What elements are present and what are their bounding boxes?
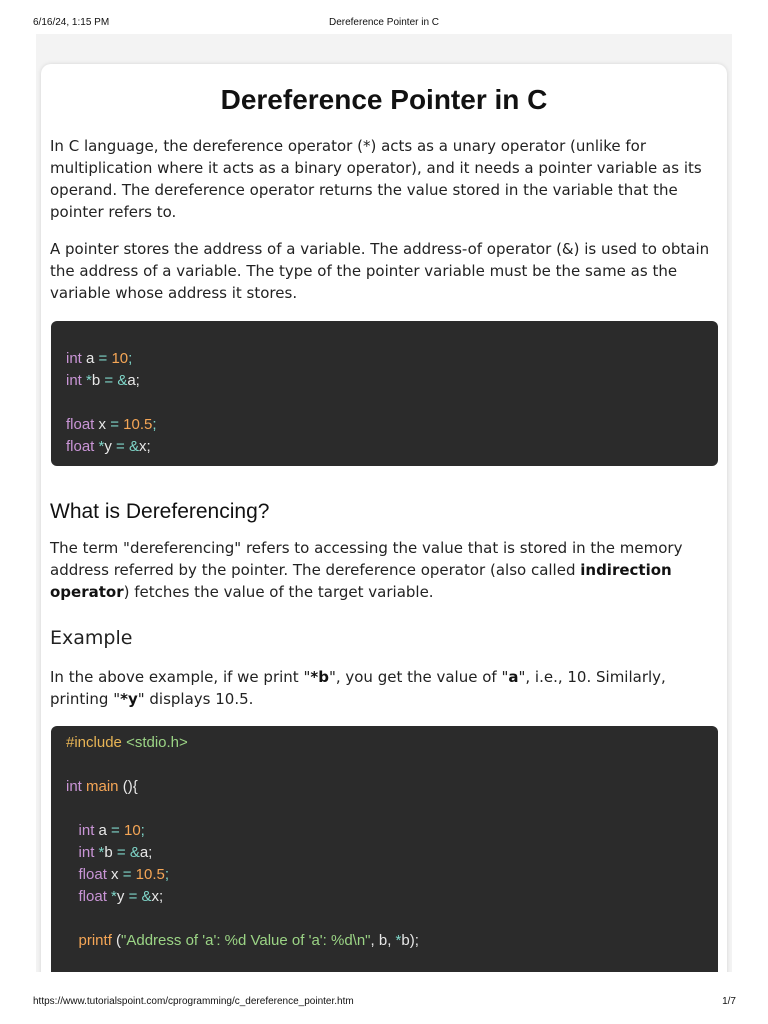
intro-paragraph-2: A pointer stores the address of a variable. The address-of operator (&) is used to obtain the address of a variable. The type of the pointer variable must be the same as the variable whose address it stores.: [50, 240, 710, 302]
print-date: 6/16/24, 1:15 PM: [33, 17, 110, 28]
code-line: float x = 10.5;: [66, 416, 157, 433]
code-line: int main (){: [66, 778, 138, 795]
section-heading-dereferencing: What is Dereferencing?: [50, 500, 270, 523]
code-line: float x = 10.5;: [78, 866, 170, 883]
page-background: [36, 34, 732, 972]
code-line: int a = 10;: [66, 350, 133, 367]
print-title: Dereference Pointer in C: [328, 17, 440, 28]
code-line: int *b = &a;: [66, 372, 140, 389]
code-line: int a = 10;: [78, 822, 145, 839]
article-card: [41, 64, 727, 972]
intro-paragraph-1: In C language, the dereference operator (*) acts as a unary operator (unlike for multiplication where it acts as a binary operator), and it needs a pointer variable as its operand. The dereference operator returns the value stored in the variable that the pointer refers to.: [50, 137, 702, 221]
code-line: printf ("Address of 'a': %d Value of 'a': %d\n", b, *b);: [78, 932, 419, 949]
example-heading: Example: [50, 627, 133, 649]
print-url: https://www.tutorialspoint.com/cprogramming/c_dereference_pointer.htm: [33, 996, 354, 1007]
code-block-example: [51, 726, 718, 972]
code-line: float *y = &x;: [78, 888, 164, 905]
page-title: Dereference Pointer in C: [220, 84, 548, 115]
code-line: #include <stdio.h>: [66, 734, 188, 751]
dereferencing-paragraph: The term "dereferencing" refers to accessing the value that is stored in the memory address referred by the pointer. The dereference operator (also called indirection operator) fetches the value of the target variable.: [50, 539, 683, 601]
code-line: float *y = &x;: [66, 438, 151, 455]
print-header: [0, 0, 768, 34]
example-paragraph: In the above example, if we print "*b", you get the value of "a", i.e., 10. Similarly, printing "*y" displays 10.5.: [50, 668, 666, 708]
code-block-declarations: [51, 321, 718, 466]
page-number: 1/7: [722, 996, 736, 1007]
print-footer: [0, 990, 768, 1024]
indirection-operator-term: indirection operator: [50, 561, 672, 601]
code-line: int *b = &a;: [78, 844, 153, 861]
